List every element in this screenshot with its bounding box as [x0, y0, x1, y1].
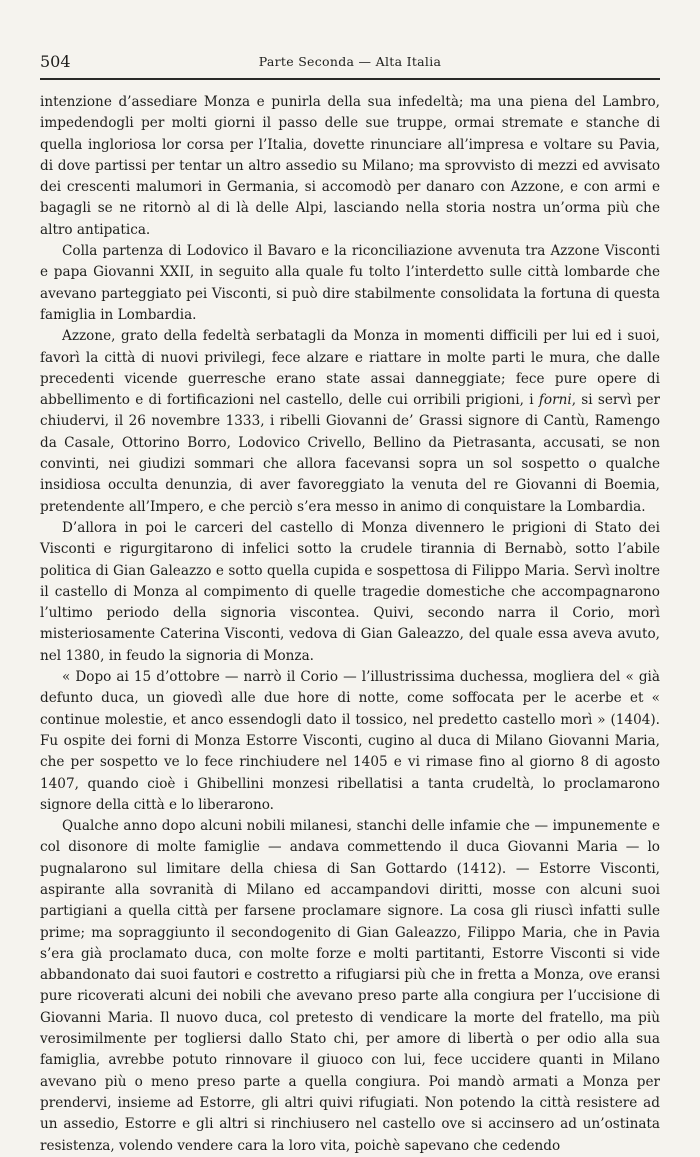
page-header [40, 38, 660, 80]
paragraph-3-text-before: Azzone, grato della fedeltà serbatagli da Monza in momenti difficili per lui ed i suoi, favorì la città di nuovi privilegi, fece alzare e riattare in molte parti le mura, che dalle precedenti vicende guerresche erano state assai danneggiate; fece pure opere di abbellimento e di fortificazioni nel castello, delle cui orribili prigioni, i [40, 328, 660, 409]
paragraph-5-quotation: « Dopo ai 15 d’ottobre — narrò il Corio — l’illustrissima duchessa, mogliera del « già defunto duca, un giovedì alle due hore di notte, come soffocata per le acerbe et « continue molestie, et anco essendogli dato il tossico, nel predetto castello morì » (1404). Fu ospite dei forni di Monza Estorre Visconti, cugino al duca di Milano Giovanni Maria, che per sospetto ve lo fece rinchiudere nel 1405 e vi rimase fino al giorno 8 di agosto 1407, quando cioè i Ghibellini monzesi ribellatisi a tanta crudeltà, lo proclamarono signore della città e lo liberarono. [40, 669, 660, 813]
paragraph-3-text-after: , si servì per chiudervi, il 26 novembre 1333, i ribelli Giovanni de’ Grassi signore di Cantù, Ramengo da Casale, Ottorino Borro, Lodovico Crivello, Bellino da Pietrasanta, accusati, se non convinti, nei giudizi sommari che allora facevansi sopra un sol sospetto o qualche insidiosa occulta denunzia, di aver favoreggiato la venuta del re Giovanni di Boemia, pretendente all’Impero, e che perciò s’era messo in animo di conquistare la Lombardia. [40, 392, 660, 515]
running-title: Parte Seconda — Alta Italia [258, 54, 442, 69]
italic-term-forni: forni [538, 392, 572, 409]
page-number: 504 [40, 52, 71, 71]
paragraph-2: Colla partenza di Lodovico il Bavaro e la riconciliazione avvenuta tra Azzone Visconti e papa Giovanni XXII, in seguito alla quale fu tolto l’interdetto sulle città lombarde che avevano parteggiato pei Visconti, si può dire stabilmente consolidata la fortuna di questa famiglia in Lombardia. [40, 243, 660, 323]
paragraph-1: intenzione d’assediare Monza e punirla della sua infedeltà; ma una piena del Lambro, impedendogli per molti giorni il passo delle sue truppe, ormai stremate e stanche di quella ingloriosa lor corsa per l’Italia, dovette rinunciare all’impresa e voltare su Pavia, di dove partissi per tentar un altro assedio su Milano; ma sprovvisto di mezzi ed avvisato dei crescenti malumori in Germania, si accomodò per danaro con Azzone, e con armi e bagagli se ne ritornò al di là delle Alpi, lasciando nella storia nostra un’orma più che altro antipatica. [40, 94, 660, 238]
paragraph-6: Qualche anno dopo alcuni nobili milanesi, stanchi delle infamie che — impunemente e col disonore di molte famiglie — andava commettendo il duca Giovanni Maria — lo pugnalarono sul limitare della chiesa di San Gottardo (1412). — Estorre Visconti, aspirante alla sovranità di Milano ed accampandovi diritti, mosse con alcuni suoi partigiani a quella città per farsene proclamare signore. La cosa gli riuscì infatti sulle prime; ma sopraggiunto il secondogenito di Gian Galeazzo, Filippo Maria, che in Pavia s’era già proclamato duca, con molte forze e molti partitanti, Estorre Visconti si vide abbandonato dai suoi fautori e costretto a rifugiarsi più che in fretta a Monza, ove eransi pure ricoverati alcuni dei nobili che avevano preso parte alla congiura per l’uccisione di Giovanni Maria. Il nuovo duca, col pretesto di vendicare la morte del fratello, ma più verosimilmente per togliersi dallo Stato chi, per amore di libertà o per odio alla sua famiglia, avrebbe potuto rinnovare il giuoco con lui, fece uccidere quanti in Milano avevano più o meno preso parte a quella congiura. Poi mandò armati a Monza per prendervi, insieme ad Estorre, gli altri quivi rifugiati. Non potendo la città resistere ad un assedio, Estorre e gli altri si rinchiusero nel castello ove si accinsero ad un’ostinata resistenza, volendo vendere cara la loro vita, poichè sapevano che cedendo [40, 818, 660, 1154]
body-text [40, 92, 660, 1157]
paragraph-4: D’allora in poi le carceri del castello di Monza divennero le prigioni di Stato dei Visconti e rigurgitarono di infelici sotto la crudele tirannia di Bernabò, sotto l’abile politica di Gian Galeazzo e sotto quella cupida e sospettosa di Filippo Maria. Servì inoltre il castello di Monza al compimento di quelle tragedie domestiche che accompagnarono l’ultimo periodo della signoria viscontea. Quivi, secondo narra il Corio, morì misteriosamente Caterina Visconti, vedova di Gian Galeazzo, del quale essa aveva avuto, nel 1380, in feudo la signoria di Monza. [40, 519, 660, 664]
paragraph-3 [40, 326, 660, 518]
